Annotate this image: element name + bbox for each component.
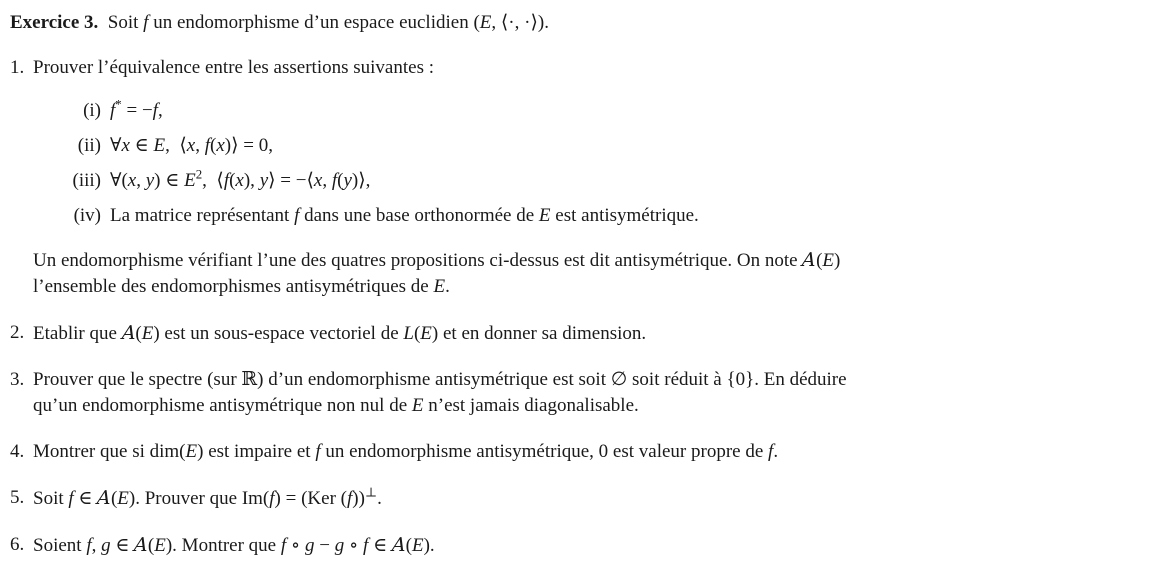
text-run: Etablir que bbox=[33, 323, 122, 344]
text-run: ∈ bbox=[368, 535, 392, 556]
text-run: f bbox=[768, 441, 774, 462]
text-run: y bbox=[343, 170, 352, 191]
subitem-label: (iii) bbox=[72, 170, 101, 191]
list-item-3 bbox=[10, 367, 1129, 419]
text-run: La matrice représentant bbox=[110, 205, 295, 226]
text-run: f bbox=[346, 488, 353, 509]
item-body bbox=[33, 55, 1129, 229]
item-1-text bbox=[33, 55, 1129, 81]
text-run: E bbox=[141, 323, 154, 344]
subitem-text bbox=[110, 203, 699, 229]
item-number: 5. bbox=[10, 487, 25, 508]
text-run: l’ensemble des endomorphismes antisymétriques de bbox=[33, 276, 434, 297]
text-run: x bbox=[121, 135, 130, 156]
text-run: f bbox=[294, 205, 300, 226]
text-run: dans une base orthonormée de bbox=[299, 205, 539, 226]
item-number: 1. bbox=[10, 57, 25, 78]
text-run: est antisymétrique. bbox=[550, 205, 699, 226]
text-run: Montrer que si dim( bbox=[33, 441, 186, 462]
text-run: A bbox=[96, 487, 112, 509]
subitem-label: (iv) bbox=[73, 205, 101, 226]
text-run: , ⟨ bbox=[202, 170, 224, 191]
definition-paragraph bbox=[33, 247, 1129, 300]
list-item-6 bbox=[10, 532, 1129, 559]
text-run: Soit bbox=[98, 12, 144, 33]
text-run: ( bbox=[337, 170, 344, 191]
text-run: g bbox=[304, 535, 315, 556]
text-run: , bbox=[136, 170, 146, 191]
text-run: f bbox=[86, 535, 92, 556]
text-run: * bbox=[115, 96, 122, 112]
text-run: ) est un sous-espace vectoriel de bbox=[153, 323, 404, 344]
text-run: f bbox=[110, 100, 116, 121]
text-run: ( bbox=[135, 323, 142, 344]
text-run: qu’un endomorphisme antisymétrique non nul de bbox=[33, 395, 412, 416]
text-run: g bbox=[101, 535, 111, 556]
text-run: . bbox=[773, 441, 779, 462]
subitem-text bbox=[110, 168, 370, 194]
text-run: x bbox=[186, 135, 196, 156]
text-run: E bbox=[479, 12, 492, 33]
item-2-text bbox=[33, 320, 1129, 347]
text-run: . bbox=[445, 276, 450, 297]
text-run: ∘ bbox=[286, 535, 305, 556]
item-number: 6. bbox=[10, 534, 25, 555]
list-item-2 bbox=[10, 320, 1129, 347]
text-run: )⟩ = 0, bbox=[224, 135, 273, 156]
text-run: x bbox=[235, 170, 244, 191]
text-run: ( bbox=[110, 488, 118, 509]
subitem-label: (i) bbox=[83, 100, 101, 121]
list-item-4 bbox=[10, 439, 1129, 465]
text-run: E bbox=[153, 135, 166, 156]
text-run: , bbox=[91, 535, 102, 556]
text-run: ) = (Ker ( bbox=[274, 488, 347, 509]
item-6-text bbox=[33, 532, 1129, 559]
subitem-text bbox=[110, 98, 163, 124]
text-run: ) et en donner sa dimension. bbox=[431, 323, 647, 344]
text-run: , ⟨ bbox=[165, 135, 187, 156]
text-run: Exercice 3. bbox=[10, 12, 99, 33]
text-run: − bbox=[314, 535, 335, 556]
text-run: f bbox=[204, 135, 210, 156]
text-run: f bbox=[152, 100, 158, 121]
text-run: Soient bbox=[33, 535, 87, 556]
text-run: ), bbox=[243, 170, 260, 191]
text-run: y bbox=[259, 170, 269, 191]
text-run: ( bbox=[209, 135, 217, 156]
text-run: f bbox=[269, 488, 275, 509]
text-run: ⟩ = −⟨ bbox=[268, 170, 314, 191]
text-run: E bbox=[184, 170, 196, 191]
text-run: x bbox=[216, 135, 225, 156]
text-run: f bbox=[315, 441, 321, 462]
text-run: f bbox=[143, 12, 149, 33]
text-run: E bbox=[411, 535, 424, 556]
text-run: , bbox=[157, 100, 163, 121]
item-4-text bbox=[33, 439, 1129, 465]
text-run: n’est jamais diagonalisable. bbox=[423, 395, 639, 416]
text-run: E bbox=[433, 276, 446, 297]
text-run: E bbox=[117, 488, 129, 509]
sublist-item-iii bbox=[33, 168, 1129, 194]
text-run: f bbox=[223, 170, 230, 191]
text-run: ∘ bbox=[344, 535, 364, 556]
text-run: , bbox=[195, 135, 205, 156]
text-run: E bbox=[411, 395, 424, 416]
text-run: f bbox=[363, 535, 369, 556]
text-run: )⟩, bbox=[351, 170, 371, 191]
text-run: ( bbox=[229, 170, 236, 191]
text-run: un endomorphisme d’un espace euclidien ( bbox=[148, 12, 480, 33]
text-run: ∈ bbox=[129, 135, 154, 156]
text-run: , ⟨·, ·⟩). bbox=[491, 12, 549, 33]
text-run: f bbox=[280, 535, 287, 556]
text-run: 2 bbox=[195, 166, 203, 182]
text-run: ( bbox=[816, 250, 823, 271]
subitem-label: (ii) bbox=[77, 135, 101, 156]
text-run: y bbox=[145, 170, 155, 191]
item-3-text bbox=[33, 367, 1129, 419]
text-run: ). Prouver que Im( bbox=[128, 488, 270, 509]
text-run: , bbox=[322, 170, 332, 191]
text-run: Soit bbox=[33, 488, 69, 509]
text-run: Prouver que le spectre (sur ℝ) d’un endomorphisme antisymétrique est soit ∅ soit réduit à {0}. En déduire bbox=[33, 369, 847, 390]
exercise-title bbox=[10, 10, 1129, 36]
text-run: E bbox=[154, 535, 166, 556]
sublist-item-ii bbox=[33, 133, 1129, 159]
text-run: ( bbox=[147, 535, 155, 556]
text-run: ∀( bbox=[110, 170, 128, 191]
text-run: ∀ bbox=[110, 135, 122, 156]
text-run: A bbox=[801, 249, 817, 271]
text-run: A bbox=[120, 322, 137, 344]
text-run: un endomorphisme antisymétrique, 0 est valeur propre de bbox=[320, 441, 769, 462]
text-run: . bbox=[377, 488, 382, 509]
subitem-text bbox=[110, 133, 273, 159]
text-run: ⊥ bbox=[364, 484, 378, 500]
item-number: 2. bbox=[10, 322, 25, 343]
text-run: ( bbox=[405, 535, 412, 556]
text-run: E bbox=[822, 250, 835, 271]
text-run: ). Montrer que bbox=[165, 535, 281, 556]
list-item-1 bbox=[10, 55, 1129, 229]
sublist-item-iv bbox=[33, 203, 1129, 229]
text-run: Un endomorphisme vérifiant l’une des quatres propositions ci-dessus est dit antisymétrique. On note bbox=[33, 250, 803, 271]
text-run: )) bbox=[352, 488, 365, 509]
text-run: ) bbox=[834, 250, 841, 271]
text-run: A bbox=[133, 534, 149, 556]
text-run: x bbox=[127, 170, 137, 191]
text-run: E bbox=[420, 323, 432, 344]
text-run: ∈ bbox=[73, 488, 98, 509]
text-run: ) est impaire et bbox=[197, 441, 316, 462]
text-run: g bbox=[334, 535, 345, 556]
text-run: ∈ bbox=[110, 535, 135, 556]
assertion-sublist bbox=[33, 98, 1129, 229]
text-run: f bbox=[331, 170, 338, 191]
text-run: ). bbox=[423, 535, 435, 556]
text-run: ) ∈ bbox=[154, 170, 185, 191]
text-run: A bbox=[391, 534, 407, 556]
text-run: Prouver l’équivalence entre les assertions suivantes : bbox=[33, 57, 434, 78]
text-run: L bbox=[403, 323, 414, 344]
text-run: x bbox=[313, 170, 323, 191]
text-run: = − bbox=[121, 100, 153, 121]
item-number: 3. bbox=[10, 369, 25, 390]
text-run: E bbox=[185, 441, 198, 462]
sublist-item-i bbox=[33, 98, 1129, 124]
list-item-5 bbox=[10, 485, 1129, 512]
text-run: ( bbox=[413, 323, 421, 344]
item-number: 4. bbox=[10, 441, 25, 462]
text-run: f bbox=[68, 488, 74, 509]
item-5-text bbox=[33, 485, 1129, 512]
text-run: E bbox=[538, 205, 551, 226]
